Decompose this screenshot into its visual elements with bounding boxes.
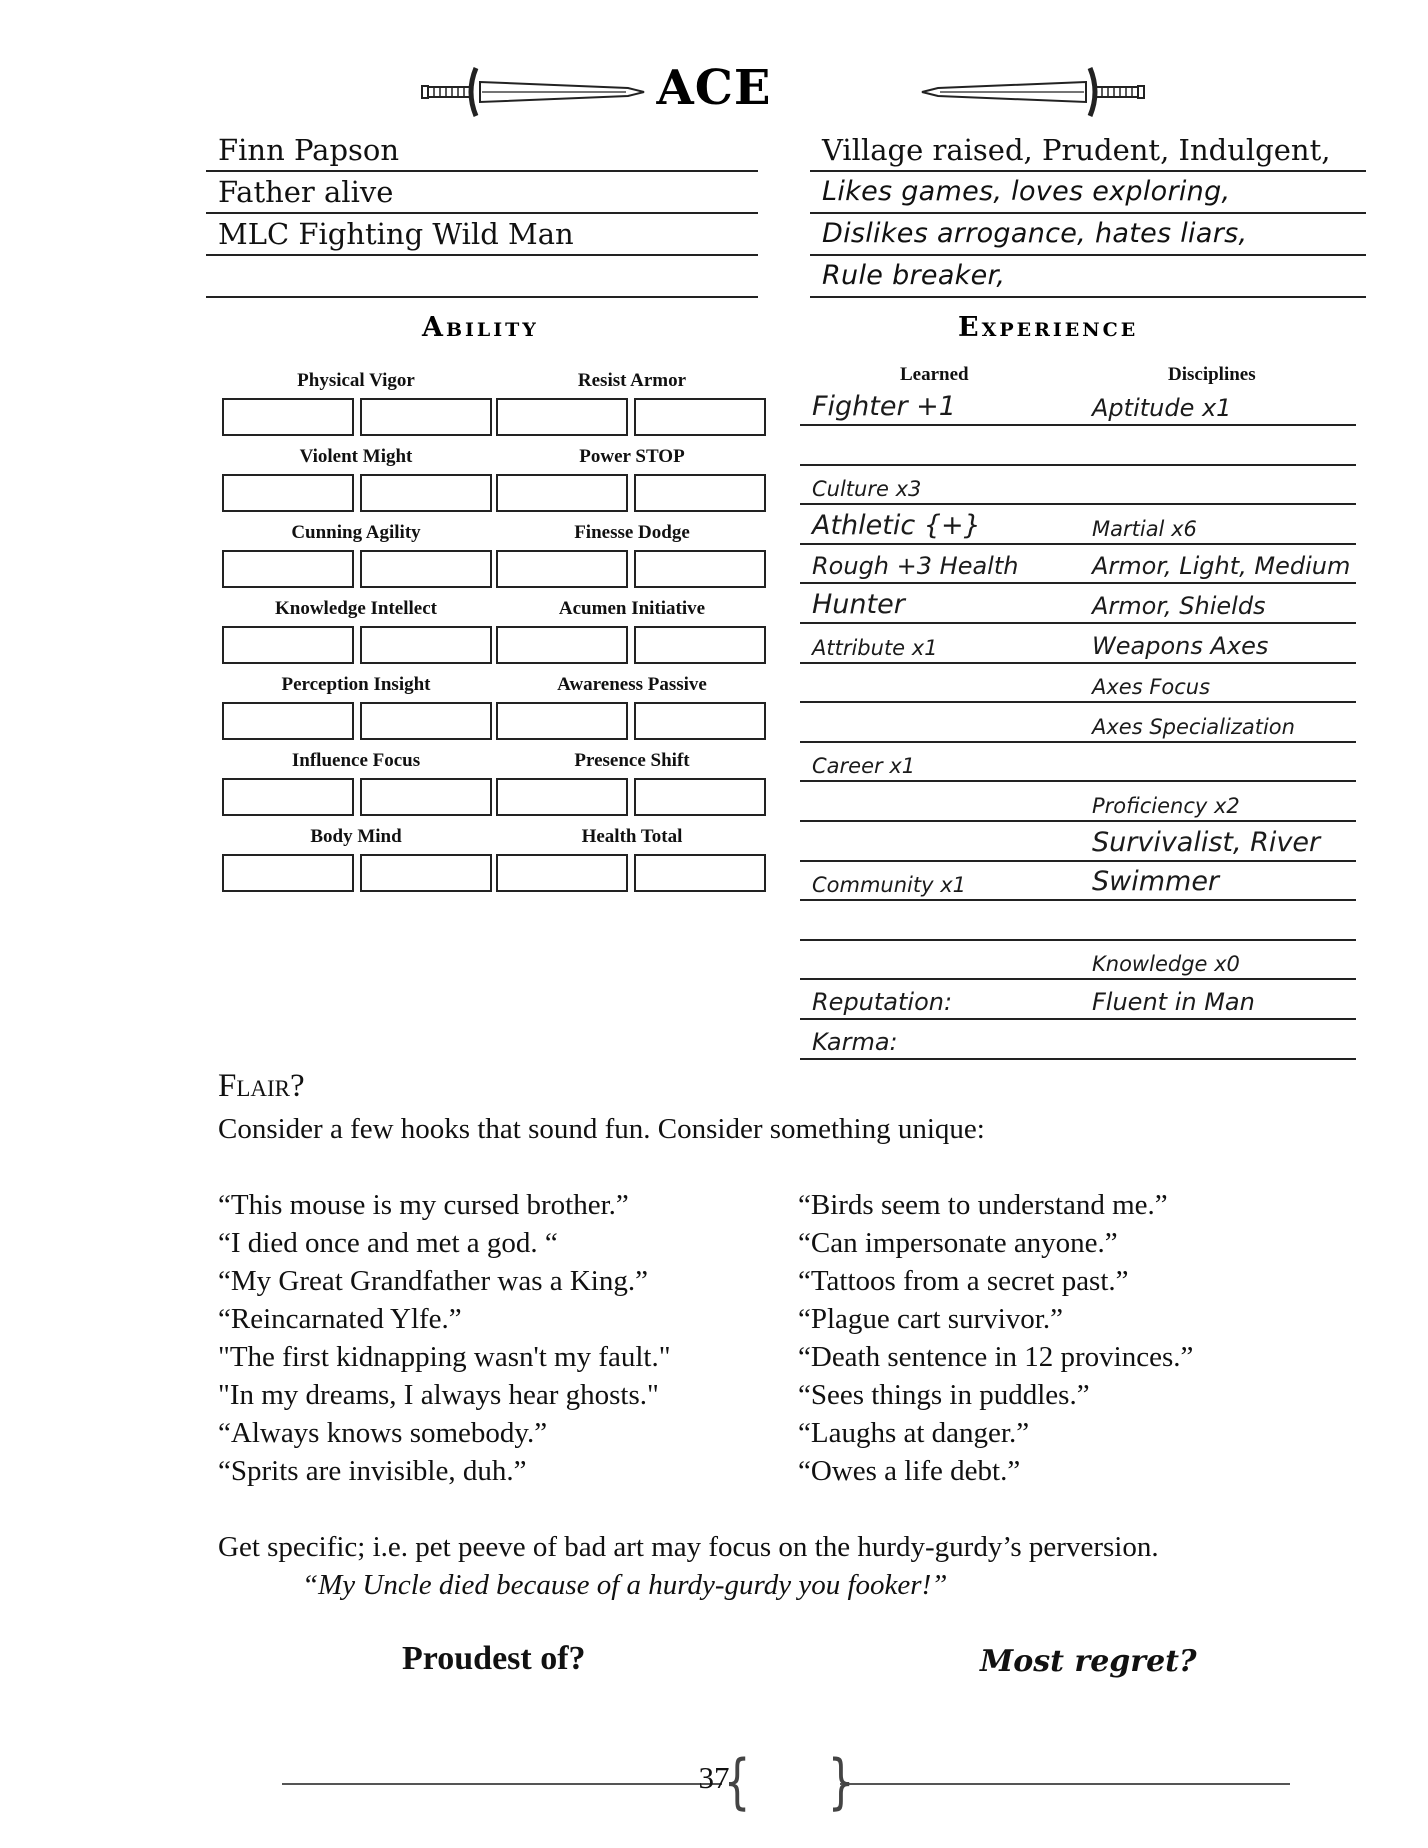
experience-row[interactable] xyxy=(800,544,1356,584)
ability-label: Knowledge Intellect xyxy=(274,598,437,619)
experience-discipline-cell: Knowledge x0 xyxy=(1092,952,1240,977)
family-field[interactable] xyxy=(206,172,758,214)
hook-item: “Plague cart survivor.” xyxy=(798,1303,1063,1335)
ability-score-box[interactable] xyxy=(360,550,492,588)
ability-score-box[interactable] xyxy=(634,550,766,588)
ability-score-box[interactable] xyxy=(634,398,766,436)
experience-row[interactable] xyxy=(800,426,1356,466)
ability-score-box[interactable] xyxy=(634,702,766,740)
flair-title: Flair? xyxy=(218,1068,305,1104)
experience-discipline-cell: Axes Focus xyxy=(1092,675,1211,700)
hook-item: “Birds seem to understand me.” xyxy=(798,1189,1168,1221)
experience-learned-cell: Culture x3 xyxy=(812,477,922,502)
ability-score-box[interactable] xyxy=(496,550,628,588)
hook-item: “Reincarnated Ylfe.” xyxy=(218,1303,462,1335)
experience-heading: Experience xyxy=(958,312,1139,343)
left-bracket-icon: { xyxy=(723,1747,751,1817)
ability-heading: Ability xyxy=(422,312,539,343)
hook-item: “Owes a life debt.” xyxy=(798,1455,1021,1487)
experience-row[interactable] xyxy=(800,624,1356,664)
experience-row[interactable] xyxy=(800,1020,1356,1060)
ability-label: Influence Focus xyxy=(291,750,421,771)
ability-score-box[interactable] xyxy=(222,778,354,816)
ability-score-box[interactable] xyxy=(634,474,766,512)
experience-discipline-cell: Swimmer xyxy=(1092,866,1220,898)
experience-row[interactable] xyxy=(800,505,1356,545)
left-sword-icon xyxy=(416,64,646,120)
learned-column-header: Learned xyxy=(900,364,969,385)
traits-field-1[interactable] xyxy=(810,130,1366,172)
family-value: Father alive xyxy=(218,175,394,209)
ability-score-box[interactable] xyxy=(222,854,354,892)
hook-item: “Sees things in puddles.” xyxy=(798,1379,1090,1411)
ability-score-box[interactable] xyxy=(360,474,492,512)
hooks-left-list xyxy=(218,1186,671,1490)
experience-learned-cell: Career x1 xyxy=(812,754,916,779)
experience-learned-cell: Attribute x1 xyxy=(812,635,938,660)
footer-rule-left xyxy=(282,1783,722,1785)
hook-item: “Tattoos from a secret past.” xyxy=(798,1265,1129,1297)
ability-score-box[interactable] xyxy=(360,778,492,816)
experience-row[interactable] xyxy=(800,465,1356,505)
class-value: MLC Fighting Wild Man xyxy=(218,217,574,251)
experience-learned-cell: Hunter xyxy=(812,589,905,620)
experience-row[interactable] xyxy=(800,901,1356,941)
ability-score-box[interactable] xyxy=(634,778,766,816)
ability-score-box[interactable] xyxy=(360,702,492,740)
experience-discipline-cell: Martial x6 xyxy=(1092,516,1197,541)
ability-label: Resist Armor xyxy=(577,370,687,391)
hook-item: “Laughs at danger.” xyxy=(798,1417,1030,1449)
ability-score-box[interactable] xyxy=(634,626,766,664)
experience-row[interactable] xyxy=(800,940,1356,980)
experience-row[interactable] xyxy=(800,584,1356,624)
experience-discipline-cell: Armor, Shields xyxy=(1092,592,1266,620)
experience-discipline-cell: Fluent in Man xyxy=(1092,988,1255,1016)
ability-score-box[interactable] xyxy=(496,474,628,512)
footer-rule-right xyxy=(840,1783,1290,1785)
traits-value-1: Village raised, Prudent, Indulgent, xyxy=(822,133,1331,167)
ability-label: Violent Might xyxy=(299,446,413,467)
ability-label: Power STOP xyxy=(579,446,685,467)
ability-label: Cunning Agility xyxy=(291,522,421,543)
hooks-right-list xyxy=(798,1186,1193,1490)
ability-label: Body Mind xyxy=(310,826,402,847)
experience-discipline-cell: Armor, Light, Medium xyxy=(1092,552,1351,581)
ability-label: Physical Vigor xyxy=(297,370,415,391)
experience-row[interactable] xyxy=(800,782,1356,822)
name-field[interactable] xyxy=(206,130,758,172)
name-value: Finn Papson xyxy=(218,133,400,167)
ability-score-box[interactable] xyxy=(496,398,628,436)
page-number: 37 xyxy=(698,1760,730,1795)
ability-label: Awareness Passive xyxy=(557,674,707,695)
disciplines-column-header: Disciplines xyxy=(1168,364,1256,385)
experience-row[interactable] xyxy=(800,703,1356,743)
ability-label: Acumen Initiative xyxy=(558,598,706,619)
proudest-of-label: Proudest of? xyxy=(402,1640,586,1677)
experience-learned-cell: Community x1 xyxy=(812,873,967,898)
experience-learned-cell: Rough +3 Health xyxy=(812,552,1019,581)
traits-field-2[interactable] xyxy=(810,172,1366,214)
blank-field[interactable] xyxy=(206,256,758,298)
experience-row[interactable] xyxy=(800,663,1356,703)
flair-example: “My Uncle died because of a hurdy-gurdy you fooker!” xyxy=(302,1569,948,1601)
experience-row[interactable] xyxy=(800,742,1356,782)
ability-score-box[interactable] xyxy=(496,702,628,740)
hook-item: "In my dreams, I always hear ghosts." xyxy=(218,1379,659,1411)
ability-score-box[interactable] xyxy=(634,854,766,892)
traits-value-3: Dislikes arrogance, hates liars, xyxy=(822,218,1248,249)
flair-intro: Consider a few hooks that sound fun. Consider something unique: xyxy=(218,1113,985,1145)
ability-score-box[interactable] xyxy=(360,854,492,892)
experience-discipline-cell: Survivalist, River xyxy=(1092,826,1321,858)
ability-label: Finesse Dodge xyxy=(574,522,690,543)
hook-item: “I died once and met a god. “ xyxy=(218,1227,558,1259)
hook-item: “Always knows somebody.” xyxy=(218,1417,548,1449)
ability-score-box[interactable] xyxy=(496,626,628,664)
experience-learned-cell: Fighter +1 xyxy=(812,391,956,422)
hook-item: “This mouse is my cursed brother.” xyxy=(218,1189,629,1221)
ability-label: Health Total xyxy=(581,826,683,847)
experience-discipline-cell: Aptitude x1 xyxy=(1092,394,1232,422)
ability-score-box[interactable] xyxy=(222,626,354,664)
right-bracket-icon: } xyxy=(827,1747,855,1817)
experience-row[interactable] xyxy=(800,980,1356,1020)
ability-score-box[interactable] xyxy=(222,398,354,436)
flair-specific: Get specific; i.e. pet peeve of bad art may focus on the hurdy-gurdy’s perversion. xyxy=(218,1531,1159,1563)
experience-row[interactable] xyxy=(800,386,1356,426)
ability-score-box[interactable] xyxy=(496,854,628,892)
right-sword-icon xyxy=(920,64,1150,120)
experience-discipline-cell: Proficiency x2 xyxy=(1092,794,1240,818)
hook-item: "The first kidnapping wasn't my fault." xyxy=(218,1341,671,1373)
hook-item: “Sprits are invisible, duh.” xyxy=(218,1455,527,1487)
experience-discipline-cell: Weapons Axes xyxy=(1092,631,1269,660)
experience-learned-cell: Reputation: xyxy=(812,988,953,1016)
experience-learned-cell: Athletic {+} xyxy=(812,509,981,541)
hook-item: “My Great Grandfather was a King.” xyxy=(218,1265,648,1297)
experience-row[interactable] xyxy=(800,822,1356,862)
experience-row[interactable] xyxy=(800,861,1356,901)
page-title: ACE xyxy=(656,60,772,116)
traits-value-4: Rule breaker, xyxy=(822,260,1006,291)
experience-discipline-cell: Axes Specialization xyxy=(1092,714,1295,739)
ability-label: Presence Shift xyxy=(574,750,690,771)
traits-value-2: Likes games, loves exploring, xyxy=(822,176,1231,207)
hook-item: “Can impersonate anyone.” xyxy=(798,1227,1118,1259)
experience-learned-cell: Karma: xyxy=(812,1027,898,1056)
class-field[interactable] xyxy=(206,214,758,256)
ability-score-box[interactable] xyxy=(222,474,354,512)
hook-item: “Death sentence in 12 provinces.” xyxy=(798,1341,1194,1373)
traits-field-3[interactable] xyxy=(810,214,1366,256)
ability-score-box[interactable] xyxy=(360,626,492,664)
ability-score-box[interactable] xyxy=(496,778,628,816)
ability-label: Perception Insight xyxy=(281,674,431,695)
ability-score-box[interactable] xyxy=(222,550,354,588)
ability-score-box[interactable] xyxy=(222,702,354,740)
traits-field-4[interactable] xyxy=(810,256,1366,298)
ability-score-box[interactable] xyxy=(360,398,492,436)
most-regret-label: Most regret? xyxy=(980,1644,1197,1679)
